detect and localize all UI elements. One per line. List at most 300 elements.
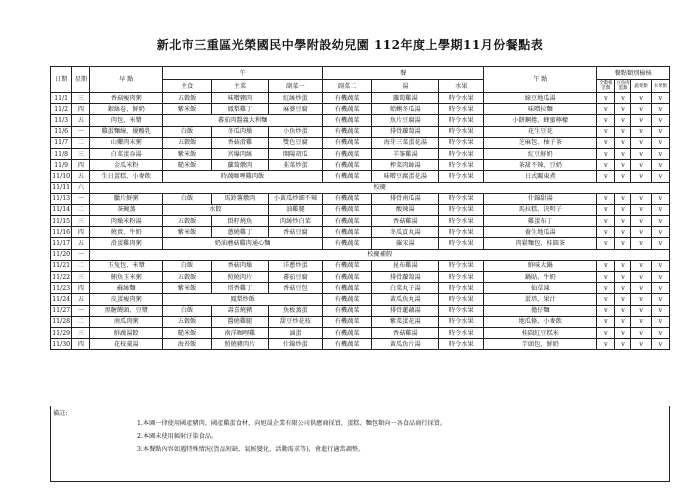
date-cell: 11/2 [51,104,72,115]
afternoon-cell: 地瓜條、小麥飲 [484,316,597,327]
table-row [51,148,670,159]
check-vegetable: v [631,148,651,159]
main-cell: 醬燒雞腿 [212,316,269,327]
side1-cell: 滷蛋 [268,327,322,338]
check-protein: v [615,260,631,271]
side1-cell: 香菇豆腐 [268,227,322,238]
morning-cell: 雞蛋麵線、優酪乳 [90,126,163,137]
weekday-cell: 四 [72,339,90,350]
header-cat-fruit: 水果類 [651,80,669,93]
check-grain: v [597,339,615,350]
staple-cell: 五穀飯 [163,272,212,283]
date-cell: 11/6 [51,126,72,137]
soup-cell: 羅宋湯 [372,238,439,249]
soup-cell: 海芽三菜蛋花湯 [372,137,439,148]
check-grain: v [597,272,615,283]
staple-cell: 糙米飯 [163,160,212,171]
check-vegetable: v [631,171,651,182]
table-row [51,327,670,338]
afternoon-cell: 仙草凍 [484,283,597,294]
afternoon-cell: 鍋貼、牛奶 [484,272,597,283]
weekday-cell: 五 [72,115,90,126]
side1-cell: 蕃茄豆腐 [268,272,322,283]
date-cell: 11/24 [51,294,72,305]
soup-cell: 排骨蘿蔔湯 [372,126,439,137]
weekday-cell: 六 [72,182,90,193]
check-vegetable: v [631,238,651,249]
check-protein: v [615,115,631,126]
afternoon-cell: 養生地瓜湯 [484,227,597,238]
check-grain: v [597,216,615,227]
fruit-cell: 時令水果 [439,305,484,316]
check-grain: v [597,283,615,294]
table-row [51,316,670,327]
date-cell: 11/21 [51,260,72,271]
soup-cell: 魚片豆腐湯 [372,115,439,126]
check-grain: v [597,238,615,249]
soup-cell: 黃瓜魚片湯 [372,339,439,350]
weekday-cell: 二 [72,204,90,215]
check-fruit: v [651,339,669,350]
side2-cell: 有機蔬菜 [323,316,372,327]
note-line: 3.本餐點內容如遇特殊情況(貨品短缺、氣候變化、活動需求等)，會進行適當調整。 [137,446,365,453]
soup-cell: 蘿蔔雞湯 [372,93,439,104]
table-row [51,339,670,350]
check-protein: v [615,93,631,104]
notes-label: 備註: [53,410,68,417]
main-cell: 味噌豬肉 [212,93,269,104]
check-protein: v [615,137,631,148]
date-cell: 11/8 [51,148,72,159]
side1-cell: 紅絲炒蛋 [268,93,322,104]
header-category: 餐點類別檢核 [597,67,670,80]
check-fruit: v [651,160,669,171]
check-grain: v [597,305,615,316]
morning-cell: 茶碗蒸 [90,204,163,215]
morning-cell: 白菜蛋吞湯 [90,148,163,159]
afternoon-cell: 什錦甜湯 [484,193,597,204]
date-cell: 11/10 [51,171,72,182]
check-grain: v [597,126,615,137]
weekday-cell: 三 [72,272,90,283]
main-cell: 香菇肉燥 [212,260,269,271]
weekday-cell: 二 [72,316,90,327]
check-vegetable: v [631,137,651,148]
check-grain: v [597,294,615,305]
afternoon-cell: 雞蛋布丁 [484,216,597,227]
staple-cell: 紫米飯 [163,283,212,294]
date-cell: 11/16 [51,227,72,238]
check-fruit: v [651,104,669,115]
header-staple: 主食 [163,80,212,93]
main-cell: 蘿蔔燉肉 [212,160,269,171]
check-protein: v [615,283,631,294]
check-grain: v [597,204,615,215]
check-vegetable: v [631,283,651,294]
check-protein: v [615,126,631,137]
afternoon-cell: 日式關東煮 [484,171,597,182]
soup-cell: 排骨南瓜湯 [372,193,439,204]
side2-cell: 有機蔬菜 [323,93,372,104]
staple-cell: 糙米飯 [163,327,212,338]
check-grain: v [597,93,615,104]
afternoon-cell: 芋頭包、鮮奶 [484,339,597,350]
date-cell: 11/1 [51,93,72,104]
soup-cell: 香菇雞湯 [372,327,439,338]
check-grain: v [597,171,615,182]
morning-cell: 花枝羹湯 [90,339,163,350]
check-fruit: v [651,227,669,238]
soup-cell: 排骨蓮藕湯 [372,305,439,316]
header-cat-vegetable: 蔬菜類 [631,80,651,93]
header-afternoon: 午 點 [484,67,597,93]
table-row [51,193,670,204]
main-cell: 鳳梨雞丁 [212,104,269,115]
check-grain: v [597,327,615,338]
header-lunch-b: 餐 [323,67,484,80]
check-fruit: v [651,171,669,182]
staple-cell: 五穀飯 [163,137,212,148]
soup-cell: 黃瓜魚丸湯 [372,294,439,305]
soup-cell: 榨菜肉絲湯 [372,160,439,171]
morning-cell: 鮮蔬湯餃 [90,327,163,338]
fruit-cell: 時令水果 [439,227,484,238]
check-vegetable: v [631,93,651,104]
weekday-cell: 五 [72,238,90,249]
side2-cell: 有機蔬菜 [323,238,372,249]
side1-cell: 小黃瓜炒細不辣 [268,193,322,204]
fruit-cell: 時令水果 [439,238,484,249]
fruit-cell: 時令水果 [439,339,484,350]
weekday-cell: 二 [72,260,90,271]
fruit-cell: 時令水果 [439,115,484,126]
table-row [51,249,670,260]
check-fruit: v [651,272,669,283]
fruit-cell: 時令水果 [439,160,484,171]
fruit-cell: 時令水果 [439,283,484,294]
morning-cell: 香菇瘦肉粥 [90,93,163,104]
morning-cell: 鮪魚玉米粥 [90,272,163,283]
weekday-cell: 三 [72,93,90,104]
date-cell: 11/20 [51,249,72,260]
weekday-cell: 一 [72,126,90,137]
header-morning: 早 點 [90,67,163,93]
staple-cell: 五穀飯 [163,216,212,227]
weekday-cell: 三 [72,148,90,159]
afternoon-cell: 味噌拉麵 [484,104,597,115]
side2-cell: 有機蔬菜 [323,283,372,294]
menu-table [50,66,670,350]
date-cell: 11/23 [51,283,72,294]
check-protein: v [615,238,631,249]
afternoon-cell: 馬拉糕、決明子 [484,204,597,215]
main-cell: 宮爆肉絲 [212,148,269,159]
check-fruit: v [651,193,669,204]
fruit-cell: 時令水果 [439,93,484,104]
fruit-cell: 時令水果 [439,327,484,338]
check-vegetable: v [631,126,651,137]
header-side2: 副菜二 [323,80,372,93]
soup-cell: 排骨蘿蔔湯 [372,272,439,283]
staple-cell: 海苔飯 [163,339,212,350]
main-cell: 香菇滑雞 [212,137,269,148]
side2-cell: 有機蔬菜 [323,115,372,126]
weekday-cell: 四 [72,283,90,294]
table-row [51,126,670,137]
table-row [51,272,670,283]
side1-cell: 肉絲炒白菜 [268,216,322,227]
table-row [51,305,670,316]
check-vegetable: v [631,160,651,171]
afternoon-cell: 芝麻包、柚子茶 [484,137,597,148]
one-dish-meal-cell: 時蔬咖哩雞肉飯 [163,171,323,182]
check-vegetable: v [631,339,651,350]
side1-cell: 洋蔥炒蛋 [268,260,322,271]
date-cell: 11/27 [51,305,72,316]
check-grain: v [597,104,615,115]
check-fruit: v [651,316,669,327]
table-row [51,171,670,182]
check-fruit: v [651,126,669,137]
afternoon-cell: 擔仔麵 [484,305,597,316]
afternoon-cell: 桂圓紅豆糕米 [484,327,597,338]
staple-cell: 白飯 [163,305,212,316]
side1-cell: 韭菜炒蛋 [268,160,322,171]
afternoon-cell: 茶甜不辣、豆奶 [484,160,597,171]
staple-cell: 白飯 [163,126,212,137]
morning-cell: 肉包、米漿 [90,115,163,126]
weekday-cell: 一 [72,249,90,260]
table-row [51,204,670,215]
check-fruit: v [651,216,669,227]
check-protein: v [615,171,631,182]
main-cell: 冬瓜肉燥 [212,126,269,137]
note-line: 2.本園未使用輻射汙染食品。 [137,433,218,440]
check-vegetable: v [631,272,651,283]
soup-cell: 白菜丸子湯 [372,283,439,294]
note-line: 1.本園一律使用國產豬肉、國產雞蛋食材，向旭晟企業有限公司供應商採買，蛋糕、麵包類向一各食品商行採買。 [137,420,447,427]
side1-cell: 麻婆豆腐 [268,104,322,115]
check-fruit: v [651,305,669,316]
afternoon-cell: 蛋塔、果汁 [484,294,597,305]
morning-cell: 燒賣、牛奶 [90,227,163,238]
fruit-cell: 時令水果 [439,260,484,271]
header-date: 日期 [51,67,72,93]
check-vegetable: v [631,294,651,305]
date-cell: 11/17 [51,238,72,249]
special-day-cell: 校慶 [90,182,670,193]
check-fruit: v [651,204,669,215]
fruit-cell: 時令水果 [439,316,484,327]
weekday-cell: 一 [72,305,90,316]
main-cell: 掛籽燒魚 [212,216,269,227]
afternoon-cell: 綠豆地瓜湯 [484,93,597,104]
notes-box [50,406,670,482]
morning-cell: 黑糖饅頭、豆漿 [90,305,163,316]
side2-cell: 有機蔬菜 [323,193,372,204]
fruit-cell: 時令水果 [439,171,484,182]
table-row [51,115,670,126]
check-fruit: v [651,148,669,159]
side2-cell: 有機蔬菜 [323,137,372,148]
check-protein: v [615,104,631,115]
soup-cell: 酸辣湯 [372,204,439,215]
soup-cell: 紫菜蛋花湯 [372,316,439,327]
side1-cell: 魚板蒸蛋 [268,305,322,316]
side1-cell: 什錦炒蛋 [268,339,322,350]
check-vegetable: v [631,216,651,227]
table-row [51,260,670,271]
check-grain: v [597,160,615,171]
weekday-cell: 五 [72,171,90,182]
date-cell: 11/22 [51,272,72,283]
table-row [51,137,670,148]
check-grain: v [597,137,615,148]
fruit-cell: 時令水果 [439,104,484,115]
side2-cell: 有機蔬菜 [323,305,372,316]
check-vegetable: v [631,260,651,271]
header-cat-grain: 全穀根莖類 [597,80,615,93]
soup-cell: 昆布雞湯 [372,260,439,271]
check-vegetable: v [631,115,651,126]
date-cell: 11/11 [51,182,72,193]
side1-cell: 甜豆炒花枝 [268,316,322,327]
table-row [51,160,670,171]
afternoon-cell: 鮮味大鍋 [484,260,597,271]
staple-cell: 白飯 [163,260,212,271]
check-grain: v [597,316,615,327]
fruit-cell: 時令水果 [439,294,484,305]
check-fruit: v [651,283,669,294]
table-row [51,216,670,227]
main-cell: 蔥燒雞丁 [212,227,269,238]
date-cell: 11/30 [51,339,72,350]
side2-cell: 有機蔬菜 [323,339,372,350]
fruit-cell: 時令水果 [439,148,484,159]
check-protein: v [615,305,631,316]
soup-cell: 香菇雞湯 [372,216,439,227]
one-dish-meal-cell: 奶油蘑菇雞肉通心麵 [163,238,323,249]
header-main: 主菜 [212,80,269,93]
check-vegetable: v [631,104,651,115]
check-vegetable: v [631,227,651,238]
morning-cell: 臘片鮮粥 [90,193,163,204]
header-side1: 副菜一 [268,80,322,93]
check-vegetable: v [631,193,651,204]
check-grain: v [597,193,615,204]
morning-cell: 銀絲卷、鮮奶 [90,104,163,115]
check-protein: v [615,193,631,204]
side2-cell: 有機蔬菜 [323,171,372,182]
weekday-cell: 一 [72,193,90,204]
table-row [51,238,670,249]
weekday-cell: 五 [72,294,90,305]
table-row [51,227,670,238]
weekday-cell: 四 [72,104,90,115]
side2-cell: 有機蔬菜 [323,294,372,305]
side2-cell: 有機蔬菜 [323,216,372,227]
soup-cell: 味噌豆腐蛋花湯 [372,171,439,182]
header-soup: 湯 [372,80,439,93]
staple-cell: 紫米飯 [163,227,212,238]
date-cell: 11/14 [51,204,72,215]
afternoon-cell: 花生豆花 [484,126,597,137]
main-cell: 壽喜燒豬 [212,305,269,316]
check-protein: v [615,316,631,327]
table-row [51,93,670,104]
check-vegetable: v [631,327,651,338]
side1-cell: 開陽胡瓜 [268,148,322,159]
side2-cell: 有機蔬菜 [323,260,372,271]
morning-cell: 蘇絲麵 [90,283,163,294]
check-fruit: v [651,137,669,148]
morning-cell: 金瓜米粉 [90,160,163,171]
afternoon-cell: 紅豆鮮奶 [484,148,597,159]
side1-cell: 油雞腿 [268,204,322,215]
main-cell: 照燒豬肉片 [212,339,269,350]
soup-cell: 羊筝雞湯 [372,148,439,159]
check-protein: v [615,148,631,159]
page-title: 新北市三重區光榮國民中學附設幼兒園 112年度上學期11月份餐點表 [156,38,544,52]
check-fruit: v [651,294,669,305]
side2-cell: 有機蔬菜 [323,272,372,283]
date-cell: 11/15 [51,216,72,227]
side1-cell: 雙色豆腐 [268,137,322,148]
weekday-cell: 三 [72,327,90,338]
soup-cell: 冬瓜貢丸湯 [372,227,439,238]
check-protein: v [615,339,631,350]
weekday-cell: 二 [72,137,90,148]
side2-cell: 有機蔬菜 [323,204,372,215]
afternoon-cell: 肉鬆麵包、桂圓茶 [484,238,597,249]
table-row [51,104,670,115]
check-vegetable: v [631,305,651,316]
fruit-cell: 時令水果 [439,272,484,283]
date-cell: 11/3 [51,115,72,126]
staple-main-cell: 水餃 [163,204,269,215]
morning-cell: 皮蛋瘦肉粥 [90,294,163,305]
check-grain: v [597,148,615,159]
weekday-cell: 四 [72,227,90,238]
staple-cell: 紫米飯 [163,148,212,159]
check-fruit: v [651,93,669,104]
one-dish-meal-cell: 鳳梨炒飯 [163,294,323,305]
check-vegetable: v [631,316,651,327]
date-cell: 11/7 [51,137,72,148]
date-cell: 11/9 [51,160,72,171]
side1-cell: 小魚炒蛋 [268,126,322,137]
morning-cell: 生日蛋糕、小麥飲 [90,171,163,182]
date-cell: 11/13 [51,193,72,204]
check-protein: v [615,204,631,215]
side2-cell: 有機蔬菜 [323,327,372,338]
morning-cell: 南瓜肉粥 [90,316,163,327]
side2-cell: 有機蔬菜 [323,148,372,159]
morning-cell: 肉燥米粉湯 [90,216,163,227]
check-grain: v [597,115,615,126]
side2-cell: 有機蔬菜 [323,160,372,171]
header-fruit: 水果 [439,80,484,93]
one-dish-meal-cell: 蕃茄肉醬義大利麵 [163,115,323,126]
date-cell: 11/28 [51,316,72,327]
fruit-cell: 時令水果 [439,126,484,137]
staple-cell: 紫米飯 [163,104,212,115]
check-protein: v [615,272,631,283]
check-protein: v [615,294,631,305]
header-weekday: 星期 [72,67,90,93]
side2-cell: 有機蔬菜 [323,227,372,238]
check-vegetable: v [631,204,651,215]
